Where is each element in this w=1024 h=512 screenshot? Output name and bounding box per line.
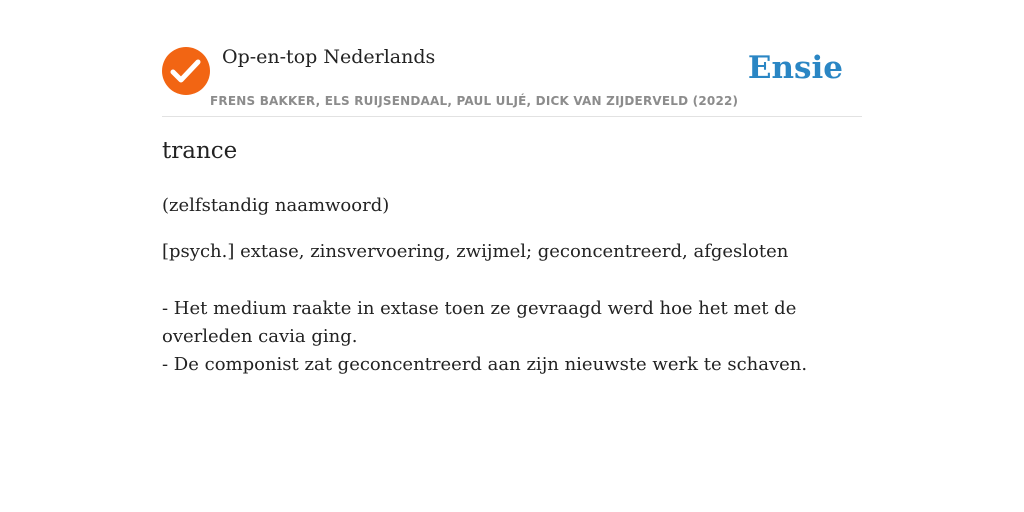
orange-checkmark-icon	[162, 47, 210, 95]
source-header	[162, 0, 862, 117]
example-sentence: - Het medium raakte in extase toen ze gevraagd werd hoe het met de overleden cavia ging.	[162, 298, 797, 347]
example-sentence: - De componist zat geconcentreerd aan zijn nieuwste werk te schaven.	[162, 354, 808, 375]
dictionary-card	[162, 0, 862, 375]
source-title[interactable]: Op-en-top Nederlands	[222, 46, 436, 68]
part-of-speech: (zelfstandig naamwoord)	[162, 195, 390, 216]
headword: trance	[162, 138, 238, 164]
source-authors: FRENS BAKKER, ELS RUIJSENDAAL, PAUL ULJÉ, DICK VAN ZIJDERVELD (2022)	[210, 94, 739, 108]
examples	[162, 295, 852, 379]
brand-logo[interactable]: Ensie	[747, 50, 843, 86]
definition: [psych.] extase, zinsvervoering, zwijmel; geconcentreerd, afgesloten	[162, 241, 789, 262]
